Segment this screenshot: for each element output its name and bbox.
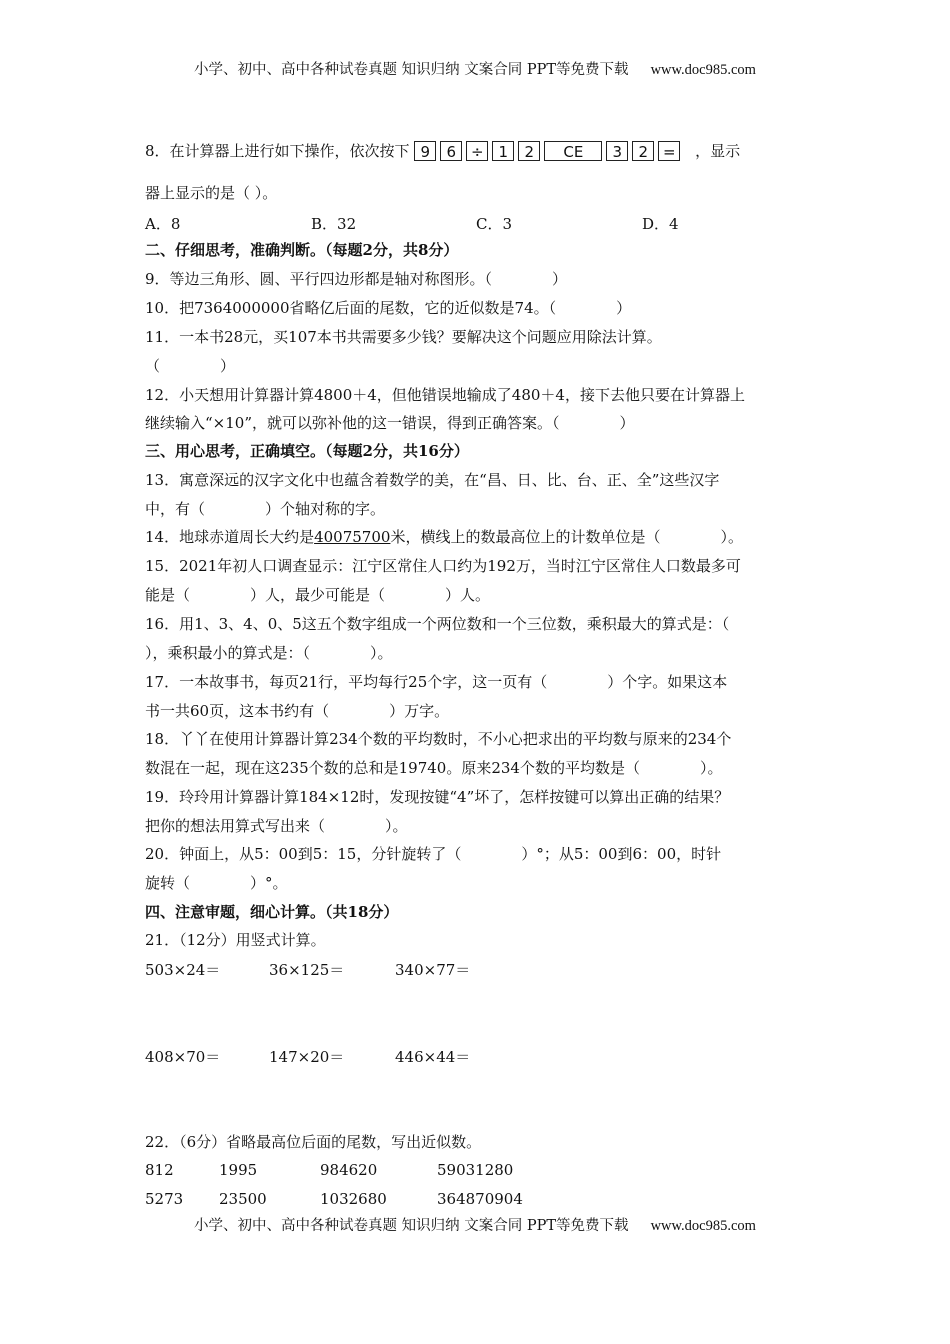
section-3-title: 三、用心思考，正确填空。（每题2分，共16分） (145, 442, 469, 460)
calc-key-3: 3 (606, 141, 628, 161)
q8-prefix: 8．在计算器上进行如下操作，依次按下 (145, 142, 410, 160)
q8-option-d: D．4 (642, 215, 679, 233)
q14-suffix: 米，横线上的数最高位上的计数单位是（ ）。 (390, 528, 743, 546)
calc-item: 503×24＝ (145, 961, 221, 979)
question-19-line1: 19．玲玲用计算器计算184×12时，发现按键“4”坏了，怎样按键可以算出正确的结果？ (145, 788, 730, 806)
approx-item: 1995 (219, 1161, 258, 1179)
question-9: 9．等边三角形、圆、平行四边形都是轴对称图形。（ ） (145, 270, 568, 288)
question-11-line1: 11．一本书28元，买107本书共需要多少钱？要解决这个问题应用除法计算。 (145, 328, 662, 346)
calc-key-ce: CE (544, 141, 602, 161)
question-20-line1: 20．钟面上，从5：00到5：15，分针旋转了（ ）°；从5：00到6：00，时针 (145, 845, 722, 863)
question-15-line2: 能是（ ）人，最少可能是（ ）人。 (145, 586, 491, 604)
question-10: 10．把7364000000省略亿后面的尾数，它的近似数是74。（ ） (145, 299, 632, 317)
q8-option-a: A．8 (145, 215, 181, 233)
q8-option-b: B．32 (311, 215, 357, 233)
footer-text: 小学、初中、高中各种试卷真题 知识归纳 文案合同 PPT等免费下载 (194, 1218, 629, 1234)
question-15-line1: 15．2021年初人口调查显示：江宁区常住人口约为192万，当时江宁区常住人口数最多可 (145, 557, 741, 575)
calc-item: 147×20＝ (269, 1048, 345, 1066)
question-13-line2: 中，有（ ）个轴对称的字。 (145, 500, 386, 518)
calc-key-equals: = (658, 141, 680, 161)
question-17-line1: 17．一本故事书，每页21行，平均每行25个字，这一页有（ ）个字。如果这本 (145, 673, 728, 691)
question-16-line2: ），乘积最小的算式是：（ ）。 (145, 644, 393, 662)
calc-item: 36×125＝ (269, 961, 345, 979)
question-13-line1: 13．寓意深远的汉字文化中也蕴含着数学的美，在“昌、日、比、台、正、全”这些汉字 (145, 471, 720, 489)
calc-item: 340×77＝ (395, 961, 471, 979)
question-21: 21．（12分）用竖式计算。 (145, 931, 326, 949)
question-16-line1: 16．用1、3、4、0、5这五个数字组成一个两位数和一个三位数，乘积最大的算式是：（ (145, 615, 730, 633)
approx-item: 1032680 (320, 1190, 387, 1208)
approx-item: 23500 (219, 1190, 267, 1208)
q8-option-c: C．3 (476, 215, 513, 233)
question-12-line1: 12．小天想用计算器计算4800＋4，但他错误地输成了480＋4，接下去他只要在计算器上 (145, 386, 745, 404)
question-12-line2: 继续输入“×10”，就可以弥补他的这一错误，得到正确答案。（ ） (145, 414, 635, 432)
calc-key-2b: 2 (632, 141, 654, 161)
approx-item: 5273 (145, 1190, 184, 1208)
approx-item: 984620 (320, 1161, 378, 1179)
calc-key-2: 2 (518, 141, 540, 161)
question-8 (145, 140, 740, 161)
approx-item: 59031280 (437, 1161, 514, 1179)
section-2-title: 二、仔细思考，准确判断。（每题2分，共8分） (145, 241, 459, 259)
header-url[interactable]: www.doc985.com (650, 62, 756, 78)
q14-underlined-number: 40075700 (314, 528, 391, 546)
approx-item: 812 (145, 1161, 174, 1179)
header-text: 小学、初中、高中各种试卷真题 知识归纳 文案合同 PPT等免费下载 (194, 62, 629, 78)
approx-item: 364870904 (437, 1190, 523, 1208)
q14-prefix: 14．地球赤道周长大约是 (145, 528, 315, 546)
calc-item: 446×44＝ (395, 1048, 471, 1066)
question-22: 22．（6分）省略最高位后面的尾数，写出近似数。 (145, 1133, 482, 1151)
q8-suffix: ，显示 (695, 142, 741, 160)
question-11-line2: （ ） (145, 357, 236, 375)
section-4-title: 四、注意审题，细心计算。（共18分） (145, 903, 399, 921)
question-19-line2: 把你的想法用算式写出来（ ）。 (145, 817, 408, 835)
question-18-line1: 18．丫丫在使用计算器计算234个数的平均数时，不小心把求出的平均数与原来的234个 (145, 730, 732, 748)
calc-key-divide: ÷ (466, 141, 488, 161)
footer-url[interactable]: www.doc985.com (650, 1218, 756, 1234)
calc-key-1: 1 (492, 141, 514, 161)
question-17-line2: 书一共60页，这本书约有（ ）万字。 (145, 702, 450, 720)
page-footer (0, 1214, 950, 1235)
calc-key-9: 9 (414, 141, 436, 161)
calc-key-6: 6 (440, 141, 462, 161)
q8-line2: 器上显示的是（ ）。 (145, 184, 278, 202)
page-header (0, 58, 950, 79)
calc-item: 408×70＝ (145, 1048, 221, 1066)
question-14 (145, 527, 743, 547)
question-18-line2: 数混在一起，现在这235个数的总和是19740。原来234个数的平均数是（ ）。 (145, 759, 723, 777)
question-20-line2: 旋转（ ）°。 (145, 874, 288, 892)
